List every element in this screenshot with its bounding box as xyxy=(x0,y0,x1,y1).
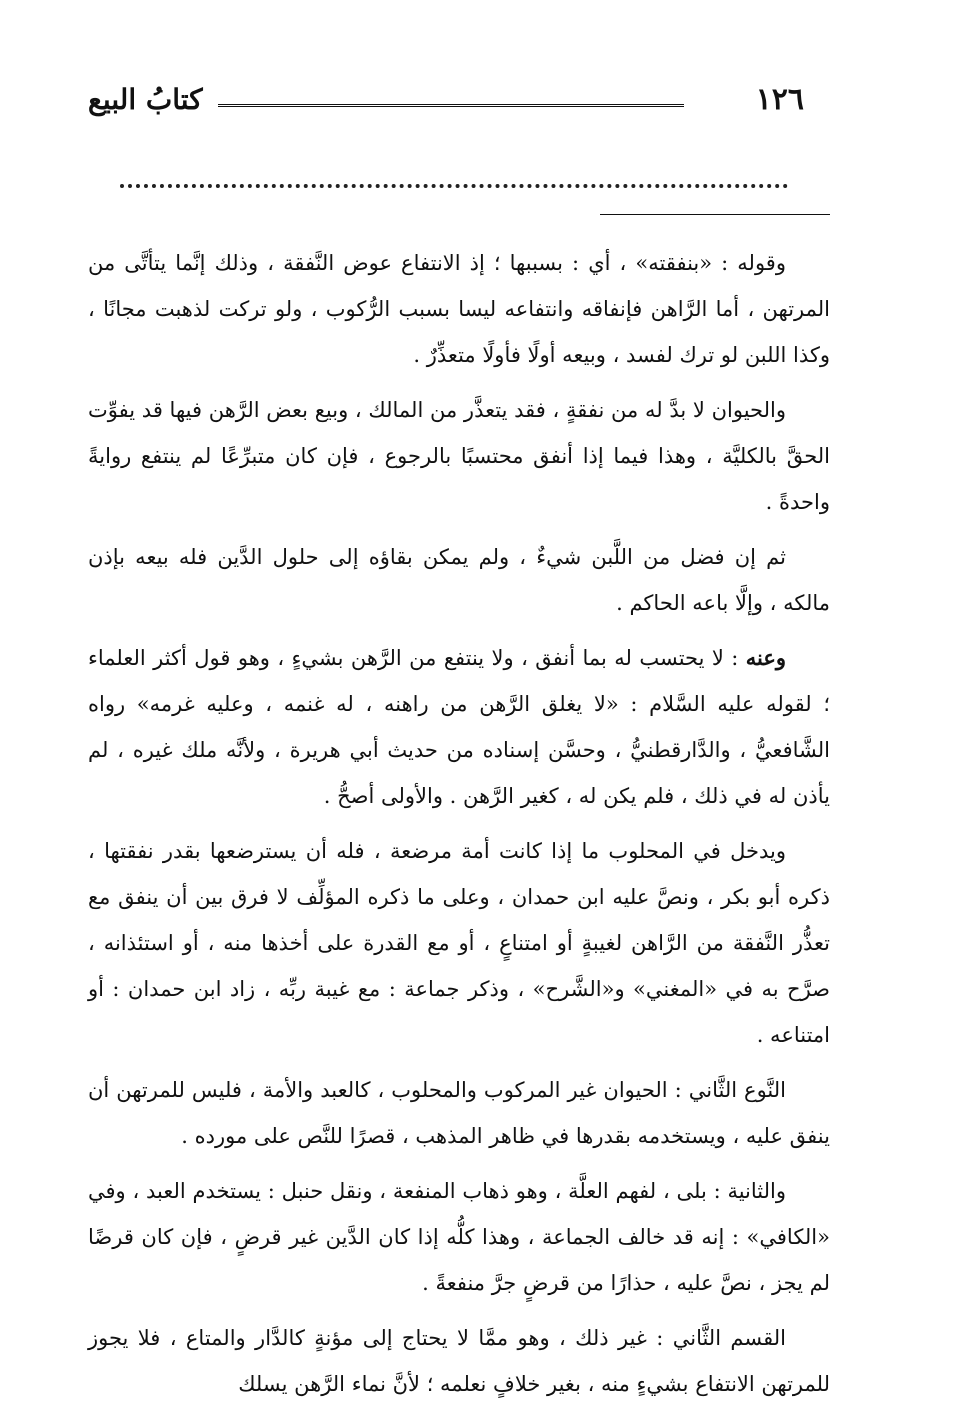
paragraph-text: : لا يحتسب له بما أنفق ، ولا ينتفع من الرَّهن بشيءٍ ، وهو قول أكثر العلماء ؛ لقوله عليه السَّلام : «لا يغلق الرَّهن من راهنه ، له غنمه ، وعليه غرمه» رواه الشَّافعيُّ ، والدَّارقطنيُّ ، وحسَّن إسناده من حديث أبي هريرة ، ولأنَّه ملك غيره ، لم يأذن له في ذلك ، فلم يكن له ، كغير الرَّهن . والأولى أصحُّ . xyxy=(88,646,830,808)
paragraph-text: والحيوان لا بدَّ له من نفقةٍ ، فقد يتعذَّر من المالك ، وبيع بعض الرَّهن فيها قد يفوِّت الحقَّ بالكليَّة ، وهذا فيما إذا أنفق محتسبًا بالرجوع ، فإن كان متبرِّعًا لم ينتفع روايةً واحدةً . xyxy=(88,398,830,514)
body-text xyxy=(88,240,830,1416)
paragraph xyxy=(88,534,830,626)
paragraph-text: ويدخل في المحلوب ما إذا كانت أمة مرضعة ، فله أن يسترضعها بقدر نفقتها ، ذكره أبو بكر ، ونصَّ عليه ابن حمدان ، وعلى ما ذكره المؤلِّف لا فرق بين أن ينفق مع تعذُّر النَّفقة من الرَّاهن لغيبةٍ أو امتناعٍ ، أو مع القدرة على أخذها منه ، أو استئذانه ، صرَّح به في «المغني» و«الشَّرح» ، وذكر جماعة : مع غيبة ربِّه ، زاد ابن حمدان : أو امتناعه . xyxy=(88,839,830,1047)
header-rule xyxy=(218,104,684,107)
paragraph xyxy=(88,1315,830,1407)
footnote-separator xyxy=(600,214,830,215)
paragraph xyxy=(88,387,830,525)
paragraph-text: النَّوع الثَّاني : الحيوان غير المركوب والمحلوب ، كالعبد والأمة ، فليس للمرتهن أن ينفق عليه ، ويستخدمه بقدرها في ظاهر المذهب ، قصرًا للنَّص على مورده . xyxy=(88,1078,830,1148)
page-header xyxy=(88,80,804,120)
running-title: كتابُ البيع xyxy=(88,83,203,116)
paragraph xyxy=(88,828,830,1058)
paragraph-text: وقوله : «بنفقته» ، أي : بسببها ؛ إذ الانتفاع عوض النَّفقة ، وذلك إنَّما يتأتَّى من المرتهن ، أما الرَّاهن فإنفاقه وانتفاعه ليسا بسبب الرُّكوب ، ولو تركت لذهبت مجانًا ، وكذا اللبن لو ترك لفسد ، وبيعه أولًا فأولًا متعذِّرٌ . xyxy=(88,251,830,367)
paragraph-text: والثانية : بلى ، لفهم العلَّة ، وهو ذهاب المنفعة ، ونقل حنبل : يستخدم العبد ، وفي «الكافي» : إنه قد خالف الجماعة ، وهذا كلُّه إذا كان الدَّين غير قرضٍ ، فإن كان قرضًا لم يجز ، نصَّ عليه ، حذارًا من قرضٍ جرَّ منفعةً . xyxy=(88,1179,830,1295)
paragraph xyxy=(88,635,830,819)
paragraph xyxy=(88,1067,830,1159)
paragraph-lead: وعنه xyxy=(745,645,786,670)
paragraph-text: ثم إن فضل من اللَّبن شيءٌ ، ولم يمكن بقاؤه إلى حلول الدَّين فله بيعه بإذن مالكه ، وإلَّا باعه الحاكم . xyxy=(88,545,830,615)
page-number: ١٢٦ xyxy=(755,82,804,117)
ellipsis-dotted-line xyxy=(120,184,788,188)
paragraph xyxy=(88,240,830,378)
paragraph-text: القسم الثَّاني : غير ذلك ، وهو ممَّا لا يحتاج إلى مؤنةٍ كالدَّار والمتاع ، فلا يجوز للمرتهن الانتفاع بشيءٍ منه ، بغير خلافٍ نعلمه ؛ لأنَّ نماء الرَّهن يسلك xyxy=(88,1326,830,1396)
paragraph xyxy=(88,1168,830,1306)
